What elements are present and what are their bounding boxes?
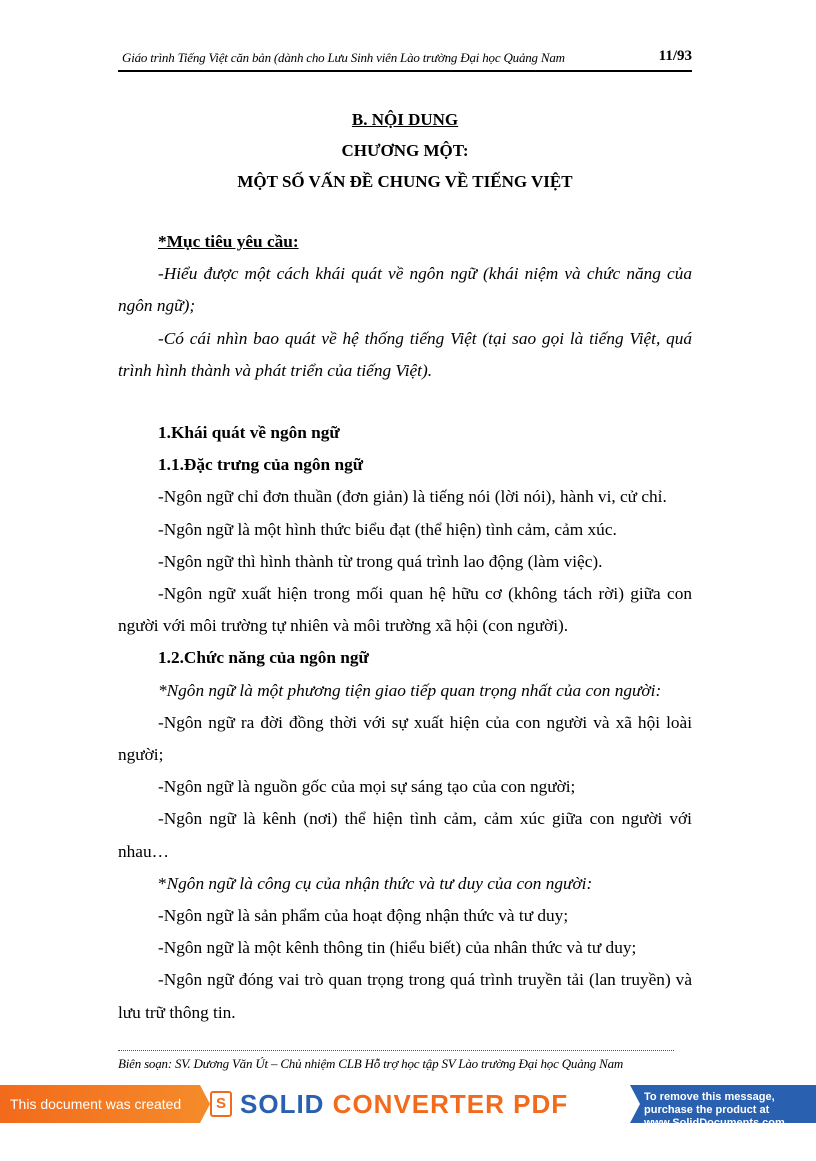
chapter-heading: CHƯƠNG MỘT: — [341, 141, 469, 160]
page-header — [118, 48, 692, 72]
list-item: -Ngôn ngữ là nguồn gốc của mọi sự sáng tạo của con người; — [158, 777, 576, 797]
function-heading-2 — [118, 868, 692, 900]
list-item: -Ngôn ngữ chỉ đơn thuần (đơn giản) là tiếng nói (lời nói), hành vi, cử chỉ. — [158, 487, 667, 507]
list-item: -Ngôn ngữ là một hình thức biểu đạt (thể hiện) tình cảm, cảm xúc. — [158, 519, 617, 539]
page-footer: Biên soạn: SV. Dương Văn Út – Chủ nhiệm CLB Hỗ trợ học tập SV Lào trường Đại học Quảng Nam — [118, 1056, 624, 1071]
function-heading-text: Ngôn ngữ là công cụ của nhận thức và tư duy của con người: — [166, 873, 593, 893]
function-heading: *Ngôn ngữ là một phương tiện giao tiếp quan trọng nhất của con người: — [158, 680, 662, 700]
subsection-1-2-title: 1.2.Chức năng của ngôn ngữ — [158, 648, 369, 668]
banner-brand — [240, 1085, 568, 1123]
converter-banner[interactable] — [0, 1085, 816, 1150]
list-item: -Ngôn ngữ là kênh (nơi) thể hiện tình cảm, cảm xúc giữa con người với nhau… — [118, 809, 692, 861]
banner-arrow-icon — [200, 1085, 210, 1123]
list-item: -Ngôn ngữ là một kênh thông tin (hiểu biết) của nhân thức và tư duy; — [158, 938, 637, 958]
list-item: -Ngôn ngữ xuất hiện trong mối quan hệ hữu cơ (không tách rời) giữa con người với môi trường tự nhiên và môi trường xã hội (con người). — [118, 584, 692, 636]
list-item: -Ngôn ngữ ra đời đồng thời với sự xuất hiện của con người và xã hội loài người; — [118, 712, 692, 765]
brand-converter: CONVERTER — [332, 1089, 514, 1119]
footer-divider — [118, 1050, 674, 1051]
page-number: 11/93 — [658, 48, 692, 64]
objective-item: -Hiểu được một cách khái quát về ngôn ngữ (khái niệm và chức năng của ngôn ngữ); — [118, 264, 692, 316]
chapter-title: MỘT SỐ VẤN ĐỀ CHUNG VỀ TIẾNG VIỆT — [237, 172, 573, 191]
list-item: -Ngôn ngữ là sản phẩm của hoạt động nhận thức và tư duy; — [158, 906, 569, 926]
objective-item: -Có cái nhìn bao quát về hệ thống tiếng Việt (tại sao gọi là tiếng Việt, quá trình hình thành và phát triển của tiếng Việt). — [118, 328, 692, 380]
list-item: -Ngôn ngữ đóng vai trò quan trọng trong quá trình truyền tải (lan truyền) và lưu trữ thông tin. — [118, 970, 692, 1022]
header-title: Giáo trình Tiếng Việt căn bản (dành cho Lưu Sinh viên Lào trường Đại học Quảng Nam — [122, 50, 565, 65]
document-body — [118, 104, 692, 1029]
list-item: -Ngôn ngữ thì hình thành từ trong quá trình lao động (làm việc). — [158, 551, 603, 571]
banner-purchase-link[interactable]: To remove this message, purchase the product at www.SolidDocuments.com — [630, 1085, 816, 1123]
solid-logo-icon: S — [210, 1091, 232, 1117]
function-star: * — [158, 873, 167, 893]
objectives-label: *Mục tiêu yêu cầu: — [158, 232, 299, 251]
subsection-1-1-title: 1.1.Đặc trưng của ngôn ngữ — [158, 455, 364, 475]
banner-created-using: This document was created using — [0, 1085, 200, 1123]
brand-solid: SOLID — [240, 1089, 333, 1119]
banner-notch-icon — [630, 1085, 640, 1123]
section-1-title: 1.Khái quát về ngôn ngữ — [158, 423, 340, 443]
section-heading: B. NỘI DUNG — [351, 110, 459, 129]
brand-pdf: PDF — [513, 1089, 569, 1119]
